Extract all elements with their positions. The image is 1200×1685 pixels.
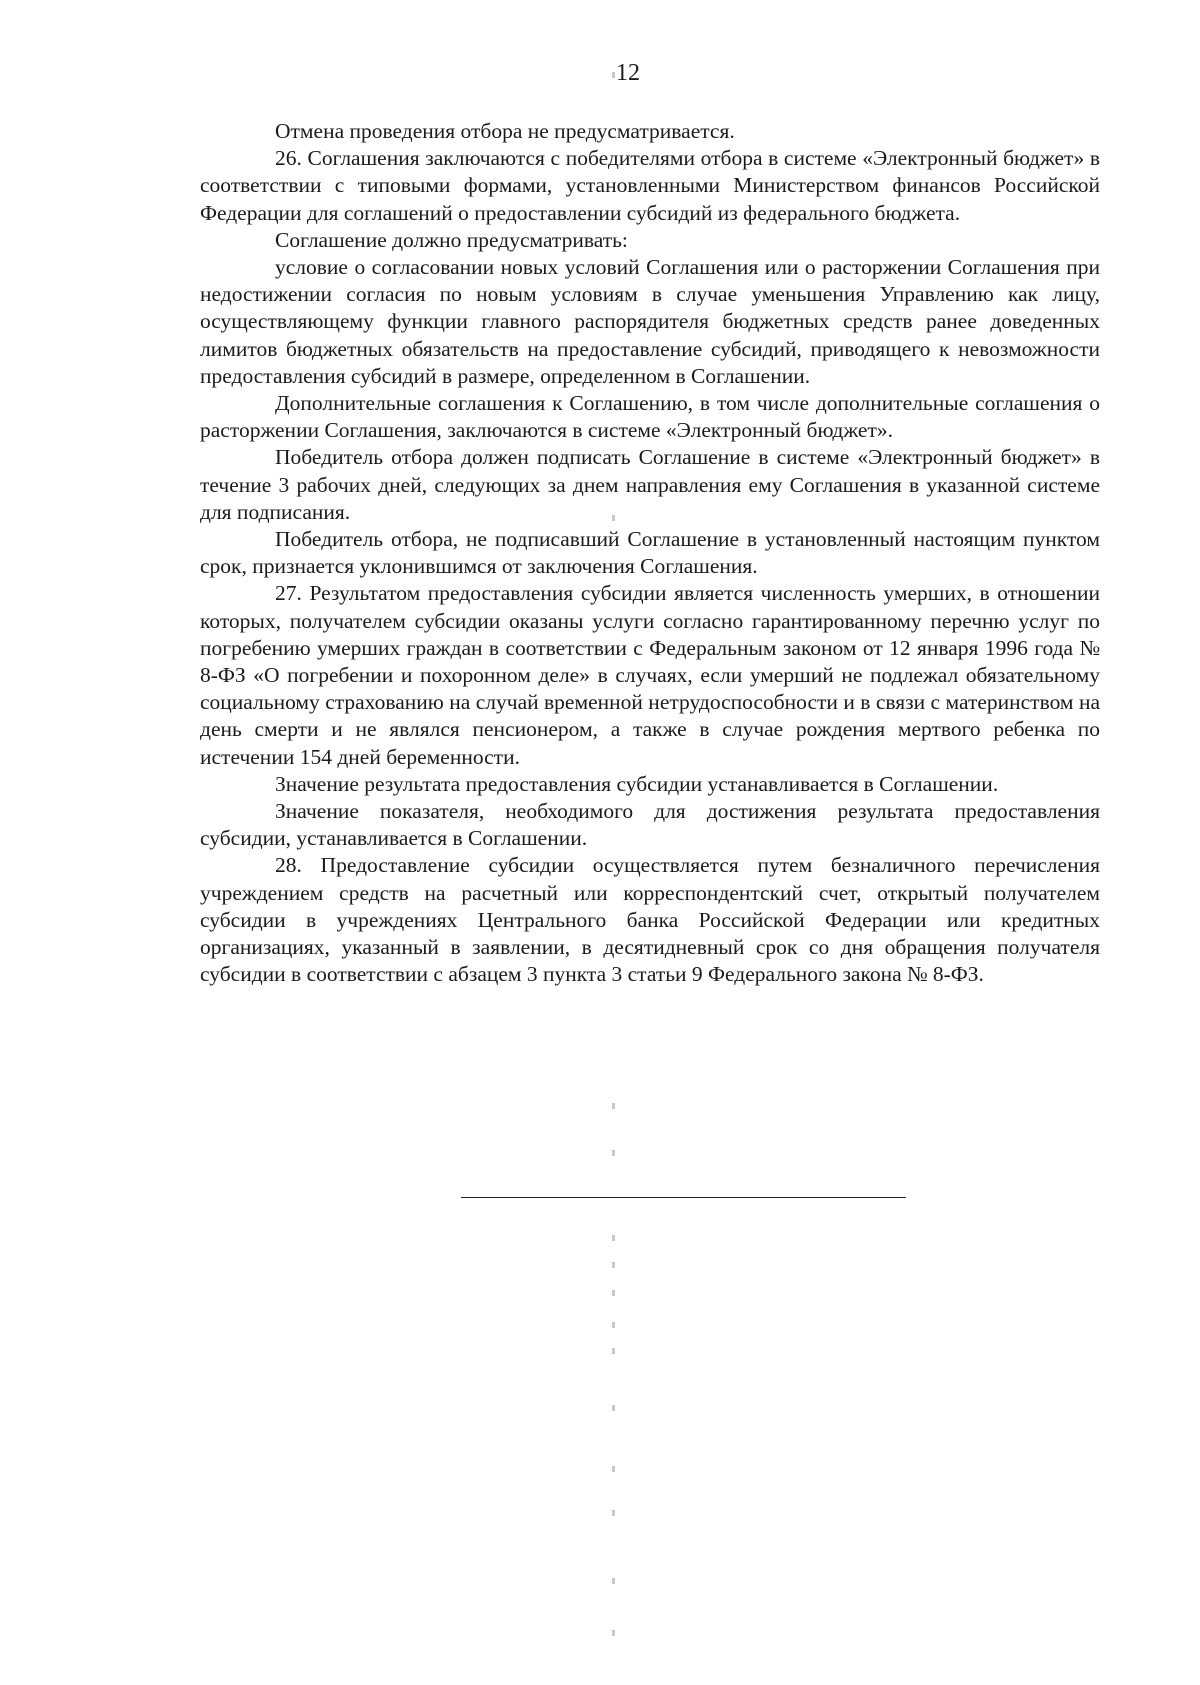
scan-artifact [612,1150,615,1156]
paragraph-result-value: Значение результата предоставления субсидии устанавливается в Соглашении. [275,771,999,796]
page-number: 12 [616,60,640,86]
scan-artifact [612,1322,615,1328]
document-body [200,118,1100,989]
scan-artifact [612,1103,615,1109]
scan-artifact [612,1235,615,1241]
scan-artifact [612,1405,615,1411]
closing-rule [461,1197,906,1198]
paragraph-winner-sign: Победитель отбора должен подписать Соглашение в системе «Электронный бюджет» в течение 3 рабочих дней, следующих за днем направления ему Соглашения в указанной системе для подписания. [200,445,1100,524]
scan-artifact [612,72,615,78]
scan-artifact [612,1262,615,1268]
scan-artifact [612,1466,615,1472]
scan-artifact [612,1578,615,1584]
paragraph-condition: условие о согласовании новых условий Соглашения или о расторжении Соглашения при недостижении согласия по новым условиям в случае уменьшения Управлению как лицу, осуществляющему функции главного распорядителя бюджетных средств ранее доведенных лимитов бюджетных обязательств на предоставление субсидий, приводящего к невозможности предоставления субсидий в размере, определенном в Соглашении. [200,255,1100,388]
paragraph-item-27: 27. Результатом предоставления субсидии является численность умерших, в отношении которых, получателем субсидии оказаны услуги согласно гарантированному перечню услуг по погребению умерших граждан в соответствии с Федеральным законом от 12 января 1996 года № 8-ФЗ «О погребении и похоронном деле» в случаях, если умерший не подлежал обязательному социальному страхованию на случай временной нетрудоспособности и в связи с материнством на день смерти и не являлся пенсионером, а также в случае рождения мертвого ребенка по истечении 154 дней беременности. [200,581,1100,769]
paragraph-additional-agreements: Дополнительные соглашения к Соглашению, в том числе дополнительные соглашения о расторжении Соглашения, заключаются в системе «Электронный бюджет». [200,391,1100,443]
paragraph-indicator-value: Значение показателя, необходимого для достижения результата предоставления субсидии, устанавливается в Соглашении. [200,799,1100,851]
paragraph-item-28: 28. Предоставление субсидии осуществляется путем безналичного перечисления учреждением средств на расчетный или корреспондентский счет, открытый получателем субсидии в учреждениях Центрального банка Российской Федерации или кредитных организациях, указанный в заявлении, в десятидневный срок со дня обращения получателя субсидии в соответствии с абзацем 3 пункта 3 статьи 9 Федерального закона № 8-ФЗ. [200,853,1100,987]
paragraph-agreement-must-provide: Соглашение должно предусматривать: [275,227,628,252]
paragraph-item-26: 26. Соглашения заключаются с победителями отбора в системе «Электронный бюджет» в соответствии с типовыми формами, установленными Министерством финансов Российской Федерации для соглашений о предоставлении субсидий из федерального бюджета. [200,146,1100,225]
scan-artifact [612,1290,615,1296]
paragraph-cancellation: Отмена проведения отбора не предусматривается. [275,119,735,143]
scan-artifact [612,515,615,521]
scan-artifact [612,1630,615,1636]
scan-artifact [612,1348,615,1354]
scan-artifact [612,1510,615,1516]
paragraph-winner-not-signed: Победитель отбора, не подписавший Соглашение в установленный настоящим пунктом срок, признается уклонившимся от заключения Соглашения. [200,527,1100,579]
